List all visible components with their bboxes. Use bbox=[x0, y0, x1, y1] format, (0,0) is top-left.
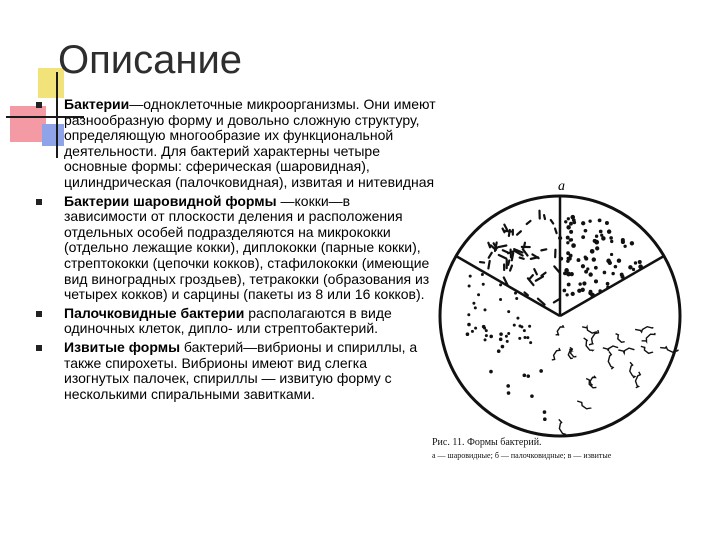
figure-caption bbox=[432, 436, 717, 462]
bullet-text: бактерий—вибрионы и спириллы, а также спирохеты. Вибрионы имеют вид слегка изогнутых палочек, спириллы — извитую форму с несколькими спиральными завитками. bbox=[64, 338, 418, 402]
bacterium-mark bbox=[577, 289, 581, 293]
bacterium-mark bbox=[474, 306, 477, 309]
bullet-term: Бактерии bbox=[64, 96, 130, 112]
bacteria-forms-figure bbox=[428, 164, 690, 474]
bullet-list bbox=[36, 97, 436, 402]
bacterium-mark bbox=[598, 289, 601, 292]
bacterium-mark bbox=[567, 283, 571, 287]
bacterium-mark bbox=[610, 240, 613, 243]
bacterium-mark bbox=[573, 221, 577, 225]
bacterium-mark bbox=[499, 338, 503, 342]
bacterium-mark bbox=[611, 272, 614, 275]
bacterium-mark bbox=[468, 284, 471, 287]
bacterium-mark bbox=[523, 329, 526, 332]
bacterium-mark bbox=[588, 219, 591, 222]
bacterium-mark bbox=[607, 229, 611, 233]
bacterium-mark bbox=[630, 241, 634, 245]
bacterium-mark bbox=[623, 245, 626, 248]
bacterium-mark bbox=[518, 337, 521, 340]
bacterium-mark bbox=[594, 266, 598, 270]
bacterium-mark bbox=[505, 231, 512, 232]
bacterium-mark bbox=[595, 235, 598, 238]
bacterium-mark bbox=[467, 313, 470, 316]
bacterium-mark bbox=[543, 417, 547, 421]
bacterium-mark bbox=[472, 302, 475, 305]
bacterium-mark bbox=[543, 410, 547, 414]
bacterium-mark bbox=[569, 222, 573, 226]
bacterium-mark bbox=[507, 332, 510, 335]
bacterium-mark bbox=[488, 261, 489, 268]
bacterium-mark bbox=[484, 308, 487, 311]
bacterium-mark bbox=[638, 260, 642, 264]
bacterium-mark bbox=[638, 264, 643, 269]
bacterium-mark bbox=[588, 291, 592, 295]
bacterium-mark bbox=[614, 265, 618, 269]
bullet-square-icon bbox=[36, 345, 42, 351]
bacterium-mark bbox=[606, 282, 610, 286]
bacterium-mark bbox=[467, 323, 471, 327]
bacterium-mark bbox=[620, 273, 624, 277]
bacterium-mark bbox=[603, 271, 607, 275]
bacterium-mark bbox=[466, 332, 470, 336]
bacterium-mark bbox=[584, 255, 587, 258]
bacterium-mark bbox=[594, 240, 599, 245]
bacterium-mark bbox=[571, 243, 576, 248]
bacterium-mark bbox=[634, 261, 637, 264]
bacterium-mark bbox=[529, 341, 532, 344]
bacterium-mark bbox=[481, 273, 484, 276]
bacterium-mark bbox=[605, 221, 609, 225]
bacterium-mark bbox=[599, 230, 603, 234]
bacterium-mark bbox=[516, 317, 519, 320]
bacterium-mark bbox=[489, 370, 493, 374]
bacterium-mark bbox=[499, 298, 502, 301]
bacterium-mark bbox=[515, 297, 518, 300]
bacterium-mark bbox=[600, 234, 603, 237]
bacterium-mark bbox=[482, 283, 485, 286]
bullet-item bbox=[36, 306, 436, 337]
bacterium-mark bbox=[506, 384, 510, 388]
bacterium-mark bbox=[584, 229, 587, 232]
bullet-term: Палочковидные бактерии bbox=[64, 304, 245, 321]
bacterium-mark bbox=[581, 235, 585, 239]
bacterium-mark bbox=[582, 281, 586, 285]
bacterium-mark bbox=[524, 243, 525, 248]
bacterium-mark bbox=[513, 324, 516, 327]
bullet-text: располагаются в виде одиночных клеток, дипло- или стрептобактерий. bbox=[64, 304, 392, 337]
bullet-square-icon bbox=[36, 311, 42, 317]
bacterium-mark bbox=[484, 338, 487, 341]
bacterium-mark bbox=[469, 275, 472, 278]
bacterium-mark bbox=[488, 243, 490, 248]
bacterium-mark bbox=[555, 229, 557, 234]
bacterium-mark bbox=[564, 220, 567, 223]
bacterium-mark bbox=[523, 336, 526, 339]
bacterium-mark bbox=[594, 279, 598, 283]
bacterium-mark bbox=[526, 336, 529, 339]
caption-title: Рис. 11. Формы бактерий. bbox=[432, 437, 542, 448]
bacterium-mark bbox=[566, 236, 570, 240]
bacterium-mark bbox=[569, 230, 573, 234]
bacterium-mark bbox=[505, 335, 508, 338]
bacterium-mark bbox=[563, 289, 567, 293]
bacterium-mark bbox=[520, 258, 524, 259]
bacterium-mark bbox=[632, 268, 635, 271]
bullet-item bbox=[36, 340, 436, 402]
bacterium-mark bbox=[474, 327, 477, 330]
bacterium-mark bbox=[570, 215, 575, 220]
bacterium-mark bbox=[499, 283, 502, 286]
bacterium-mark bbox=[610, 253, 613, 256]
bullet-square-icon bbox=[36, 102, 42, 108]
bacterium-mark bbox=[514, 292, 517, 295]
bacterium-mark bbox=[544, 215, 545, 219]
bullet-term: Бактерии шаровидной формы bbox=[64, 192, 277, 209]
bacterium-mark bbox=[508, 260, 509, 264]
bacterium-mark bbox=[577, 258, 581, 262]
bacterium-mark bbox=[566, 272, 571, 277]
bacterium-mark bbox=[565, 293, 568, 296]
bacterium-mark bbox=[497, 349, 501, 353]
bullet-item bbox=[36, 194, 436, 303]
bacterium-mark bbox=[566, 225, 570, 229]
bacterium-mark bbox=[598, 218, 602, 222]
bacterium-mark bbox=[485, 329, 488, 332]
bacterium-mark bbox=[471, 330, 474, 333]
bacterium-mark bbox=[501, 345, 505, 349]
bacterium-mark bbox=[528, 325, 531, 328]
bacterium-mark bbox=[586, 267, 589, 270]
bacterium-mark bbox=[566, 241, 569, 244]
bacterium-mark bbox=[506, 340, 509, 343]
bacterium-mark bbox=[628, 265, 632, 269]
bacterium-mark bbox=[518, 324, 521, 327]
bacterium-mark bbox=[507, 391, 511, 395]
bullet-text: —одноклеточные микроорганизмы. Они имеют разнообразную форму и довольно сложную структуру, определяющую многообразие их функциональной деятельности. Для бактерий характерны четыре основные формы: сферическая (шаровидная), цилиндрическая (палочковидная), извитая и нитевидная bbox=[64, 96, 436, 190]
bacterium-mark bbox=[526, 374, 530, 378]
bacterium-mark bbox=[567, 257, 570, 260]
bacterium-mark bbox=[621, 238, 625, 242]
bacterium-mark bbox=[592, 257, 596, 261]
bacterium-mark bbox=[541, 249, 546, 250]
bacterium-mark bbox=[485, 334, 488, 337]
bacterium-mark bbox=[523, 374, 527, 378]
bacterium-mark bbox=[581, 264, 585, 268]
bacterium-mark bbox=[499, 332, 503, 336]
bacterium-mark bbox=[571, 292, 575, 296]
bullet-item bbox=[36, 97, 436, 191]
bacterium-mark bbox=[609, 236, 613, 240]
bacterium-mark bbox=[483, 327, 486, 330]
bacterium-mark bbox=[589, 272, 593, 276]
figure-label-a: а bbox=[558, 179, 565, 194]
bullet-square-icon bbox=[36, 199, 42, 205]
bacterium-mark bbox=[530, 394, 534, 398]
bullet-text: —кокки—в зависимости от плоскости деления и расположения отдельных особей подразделяются на микрококки (отдельно лежащие кокки), диплококки (парные кокки), стрептококки (цепочки кокков), стафилококки (имеющие вид виноградных гроздьев), тетракокки (образования из четырех кокков) и сарцины (пакеты из 8 или 16 кокков). bbox=[64, 192, 430, 303]
bacterium-mark bbox=[507, 310, 510, 313]
bacterium-mark bbox=[581, 221, 585, 225]
bacterium-mark bbox=[539, 369, 543, 373]
bacterium-mark bbox=[606, 286, 609, 289]
bacterium-mark bbox=[569, 238, 572, 241]
bacterium-mark bbox=[512, 253, 513, 260]
bacterium-mark bbox=[567, 217, 570, 220]
bacterium-mark bbox=[477, 293, 480, 296]
bacterium-mark bbox=[569, 254, 573, 258]
bullet-term: Извитые формы bbox=[64, 338, 181, 355]
caption-legend: а — шаровидные; б — палочковидные; в — извитые bbox=[432, 451, 612, 460]
bacterium-mark bbox=[578, 282, 581, 285]
bacterium-mark bbox=[617, 258, 621, 262]
bacterium-mark bbox=[590, 249, 595, 254]
bacterium-mark bbox=[559, 257, 563, 261]
bacterium-mark bbox=[608, 261, 612, 265]
slide-title: Описание bbox=[58, 38, 243, 82]
bacterium-mark bbox=[595, 246, 599, 250]
bacterium-mark bbox=[489, 335, 493, 339]
bacterium-mark bbox=[480, 262, 484, 263]
bacterium-mark bbox=[558, 236, 562, 240]
